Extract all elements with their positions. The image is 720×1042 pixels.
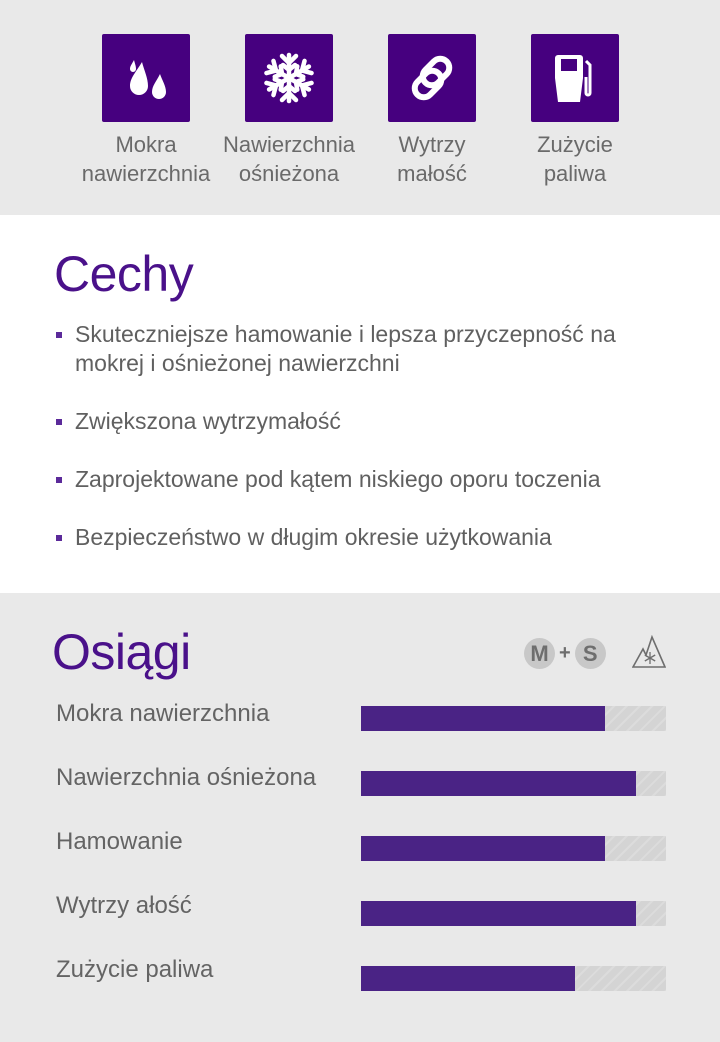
m-badge: M	[524, 638, 555, 669]
performance-bar-fuel	[361, 966, 666, 991]
chain-link-icon	[388, 34, 476, 122]
feature-label: Wytrzy	[398, 132, 466, 157]
bar-fill	[361, 901, 636, 926]
bar-fill	[361, 706, 605, 731]
feature-bullet: Bezpieczeństwo w długim okresie użytkowania	[56, 523, 656, 552]
bar-fill	[361, 836, 605, 861]
feature-icons-section	[0, 0, 720, 215]
snowflake-icon	[245, 34, 333, 122]
performance-bar-durability	[361, 901, 666, 926]
performance-bar-braking	[361, 836, 666, 861]
performance-bar-wet	[361, 706, 666, 731]
feature-label: Zużycie	[537, 132, 613, 157]
three-peak-mountain-snowflake-icon	[632, 635, 666, 674]
bar-fill	[361, 771, 636, 796]
bar-fill	[361, 966, 575, 991]
plus-sign: +	[559, 642, 571, 664]
features-section	[0, 215, 720, 593]
feature-snow-surface	[214, 34, 364, 188]
feature-bullet: Zwiększona wytrzymałość	[56, 407, 656, 436]
s-badge: S	[575, 638, 606, 669]
feature-label: nawierzchnia	[81, 161, 211, 186]
performance-label: Nawierzchnia ośnieżona	[56, 764, 317, 791]
performance-bar-snow	[361, 771, 666, 796]
feature-fuel	[500, 34, 650, 188]
performance-label: Wytrzy ałość	[56, 892, 192, 919]
feature-durability	[357, 34, 507, 188]
performance-label: Zużycie paliwa	[56, 956, 214, 983]
performance-section	[0, 593, 720, 1042]
rain-drops-icon	[102, 34, 190, 122]
feature-wet-surface	[71, 34, 221, 188]
feature-bullet: Zaprojektowane pod kątem niskiego oporu toczenia	[56, 465, 656, 494]
performance-label: Mokra nawierzchnia	[56, 700, 270, 727]
feature-label: małość	[397, 161, 467, 186]
feature-bullet: Skuteczniejsze hamowanie i lepsza przyczepność na mokrej i ośnieżonej nawierzchni	[56, 320, 656, 378]
features-list	[56, 320, 656, 581]
feature-label: ośnieżona	[238, 161, 340, 186]
features-title: Cechy	[54, 246, 194, 302]
feature-label: Mokra	[115, 132, 177, 157]
performance-label: Hamowanie	[56, 828, 183, 855]
fuel-pump-icon	[531, 34, 619, 122]
feature-label: Nawierzchnia	[222, 132, 356, 157]
performance-title: Osiągi	[52, 624, 191, 680]
m-s-badge	[524, 638, 606, 669]
feature-label: paliwa	[543, 161, 607, 186]
